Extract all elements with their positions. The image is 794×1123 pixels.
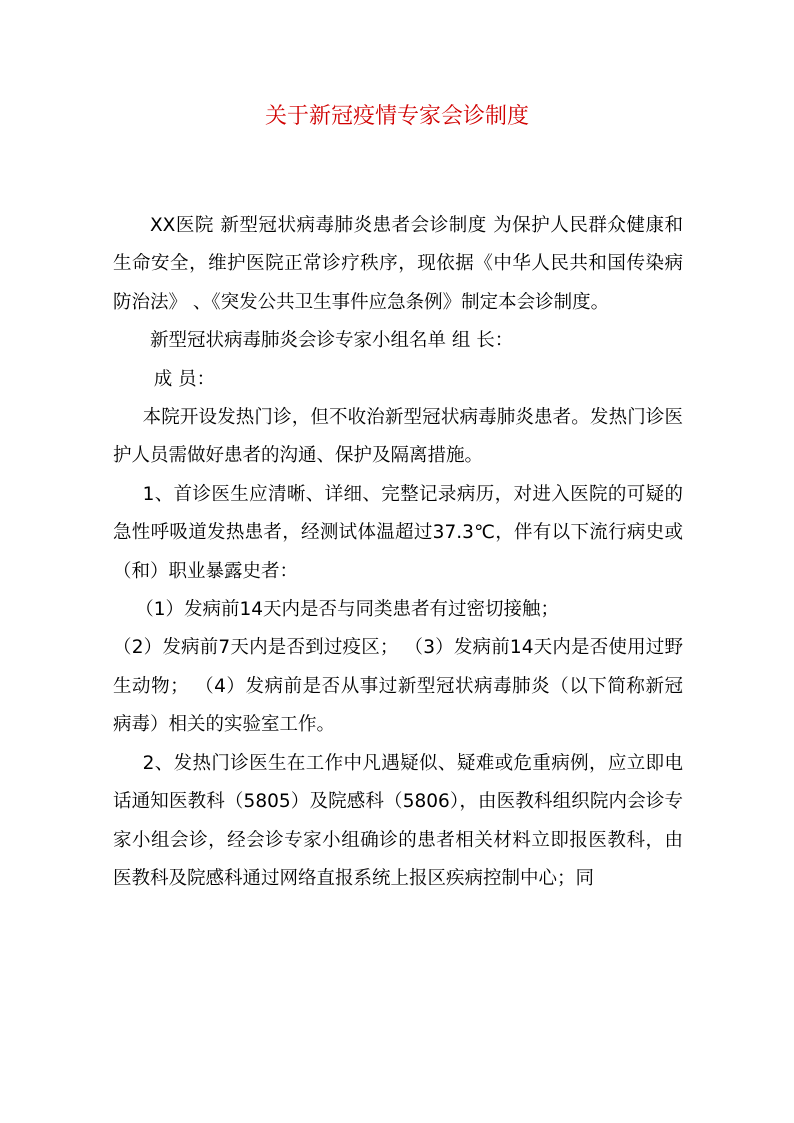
rule-1-paragraph: 1、首诊医生应清晰、详细、完整记录病历，对进入医院的可疑的急性呼吸道发热患者，经测试体温超过37.3℃，伴有以下流行病史或（和）职业暴露史者： xyxy=(113,483,683,582)
fever-clinic-paragraph: 本院开设发热门诊，但不收治新型冠状病毒肺炎患者。发热门诊医护人员需做好患者的沟通、保护及隔离措施。 xyxy=(113,407,683,467)
rule-2-paragraph: 2、发热门诊医生在工作中凡遇疑似、疑难或危重病例，应立即电话通知医教科（5805）及院感科（5806），由医教科组织院内会诊专家小组会诊，经会诊专家小组确诊的患者相关材料立即报医教科，由医教科及院感科通过网络直报系统上报区疾病控制中心；同 xyxy=(113,752,683,889)
members-paragraph: 成 员： xyxy=(153,368,216,390)
document-title: 关于新冠疫情专家会诊制度 xyxy=(264,104,529,129)
intro-paragraph: XX医院 新型冠状病毒肺炎患者会诊制度 为保护人民群众健康和生命安全，维护医院正常诊疗秩序，现依据《中华人民共和国传染病防治法》 、《突发公共卫生事件应急条例》制定本会诊制度。 xyxy=(113,215,683,313)
item-1-paragraph: （1）发病前14天内是否与同类患者有过密切接触； xyxy=(135,599,560,621)
items-2-4-paragraph: （2）发病前7天内是否到过疫区； （3）发病前14天内是否使用过野生动物； （4）发病前是否从事过新型冠状病毒肺炎（以下简称新冠病毒）相关的实验室工作。 xyxy=(113,637,683,736)
document-body xyxy=(113,207,683,898)
expert-group-paragraph: 新型冠状病毒肺炎会诊专家小组名单 组 长： xyxy=(150,330,514,352)
